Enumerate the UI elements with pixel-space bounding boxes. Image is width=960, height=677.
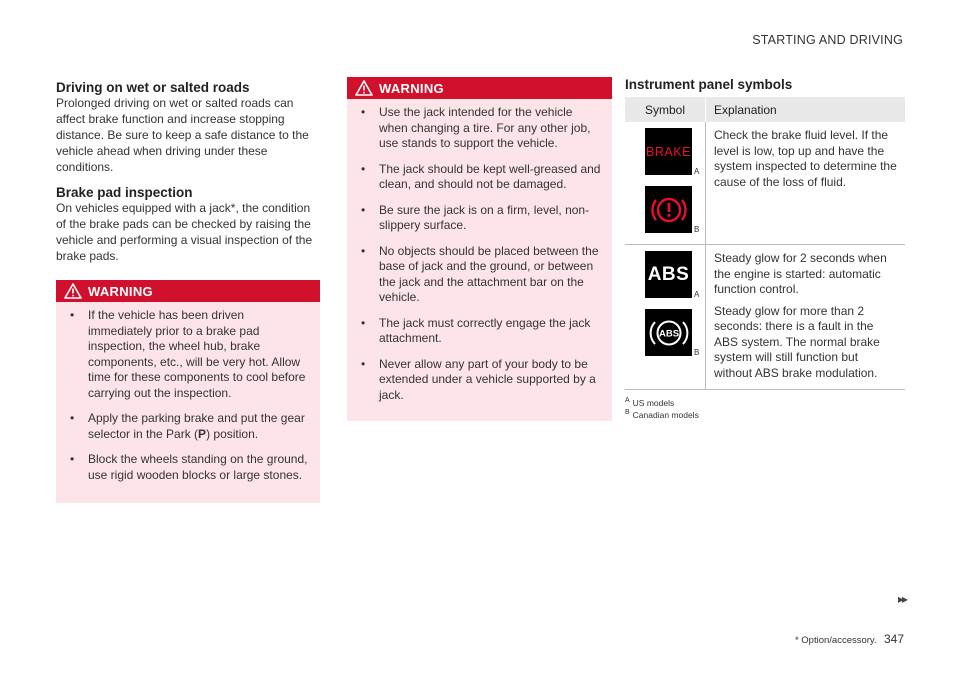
column-left — [56, 80, 320, 503]
list-item: • Be sure the jack is on a firm, level, non-slippery surface. — [361, 202, 590, 232]
heading-instrument-symbols: Instrument panel symbols — [625, 77, 793, 92]
list-item: • No objects should be placed between the base of jack and the ground, or between the jack and the attachment bar on the vehicle. — [361, 243, 599, 304]
table-row — [625, 245, 905, 390]
footnote-b: $^B$ Canadian models — [625, 408, 699, 420]
table-row — [625, 122, 905, 245]
warning-triangle-icon — [355, 80, 373, 96]
warning-triangle-icon — [64, 283, 82, 299]
heading-brake-pad: Brake pad inspection — [56, 185, 193, 200]
warning-header — [56, 280, 320, 302]
list-item: • Apply the parking brake and put the gear selector in the Park (P) position. — [70, 411, 305, 441]
explanation-cell — [706, 245, 906, 390]
brake-warning-circle-icon — [645, 186, 692, 233]
list-item: • The jack must correctly engage the jack attachment. — [361, 315, 591, 345]
list-item: • Never allow any part of your body to be extended under a vehicle supported by a jack. — [361, 356, 596, 402]
brake-text-icon: BRAKE — [645, 128, 692, 175]
list-item: • If the vehicle has been driven immediately prior to a brake pad inspection, the wheel hub, brake components, etc., will be very hot. Allow time for these components to cool before carrying out the inspection. — [70, 308, 306, 400]
abs-text-icon: ABS — [645, 251, 692, 298]
warning-box-jack — [347, 77, 612, 421]
abs-explanation-1: Steady glow for 2 seconds when the engine is started: automatic function control. — [714, 251, 887, 296]
warning-title: WARNING — [379, 80, 444, 96]
explanation-cell: Check the brake fluid level. If the level is low, top up and have the system inspected to determine the cause of the loss of fluid. — [706, 122, 906, 245]
column-right — [625, 77, 905, 420]
page-number: 347 — [883, 632, 904, 646]
list-item: • Use the jack intended for the vehicle when changing a tire. For any other job, use stands to support the vehicle. — [361, 105, 591, 150]
gear-letter: P — [198, 426, 207, 441]
warning-list — [347, 99, 612, 415]
next-page-arrows-icon[interactable]: ▸▸ — [897, 592, 906, 606]
wet-roads-text: Prolonged driving on wet or salted roads can affect brake function and increase stopping distance. Be sure to keep a safe distance to the vehicle ahead when driving under these conditions. — [56, 96, 309, 174]
warning-list — [56, 302, 320, 495]
table-footnotes — [625, 396, 905, 420]
warning-header — [347, 77, 612, 99]
warning-title: WARNING — [88, 283, 153, 299]
table-header-row — [625, 97, 905, 122]
brake-pad-text: On vehicles equipped with a jack*, the condition of the brake pads can be checked by raising the vehicle and performing a visual inspection of the brake pads. — [56, 201, 313, 263]
section-header: STARTING AND DRIVING — [752, 33, 903, 47]
symbol-cell: ABS A ABS B — [625, 245, 706, 390]
svg-text:ABS: ABS — [658, 328, 679, 339]
column-header-symbol: Symbol — [625, 97, 706, 122]
symbol-cell: BRAKE A B — [625, 122, 706, 245]
list-item: • The jack should be kept well-greased and clean, and should not be damaged. — [361, 161, 601, 191]
abs-explanation-2: Steady glow for more than 2 seconds: there is a fault in the ABS system. The normal brake system will still function but without ABS brake modulation. — [714, 303, 880, 380]
heading-wet-roads: Driving on wet or salted roads — [56, 80, 250, 95]
abs-circle-icon — [645, 309, 692, 356]
option-accessory-note: * Option/accessory. — [794, 635, 877, 646]
column-middle — [347, 77, 612, 421]
symbols-table — [625, 97, 905, 390]
page-footer — [795, 632, 904, 646]
column-header-explanation: Explanation — [706, 97, 906, 122]
footnote-a: $^A$ US models — [625, 397, 675, 408]
warning-box-brake — [56, 280, 320, 503]
list-item: • Block the wheels standing on the ground, use rigid wooden blocks or large stones. — [70, 452, 308, 482]
